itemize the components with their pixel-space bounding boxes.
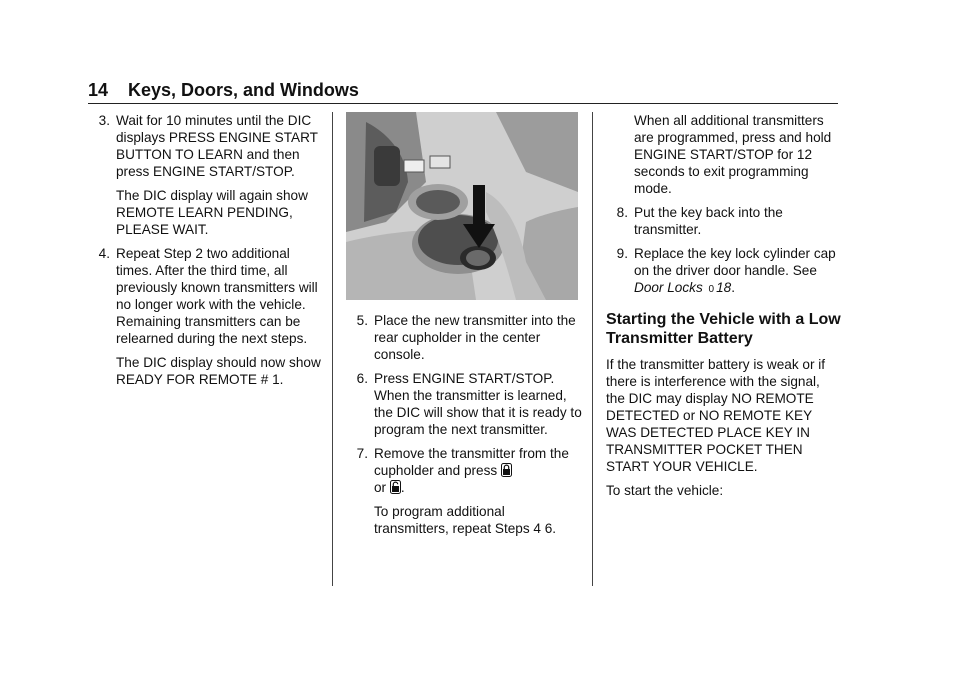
column-divider <box>332 112 333 586</box>
step-note: The DIC display should now show READY FOR REMOTE # 1. <box>116 355 321 387</box>
step-4 <box>88 245 328 347</box>
page-title: Keys, Doors, and Windows <box>128 80 359 100</box>
step-5 <box>346 312 582 363</box>
step-text: Repeat Step 2 two additional times. After the third time, all previously known transmitters will no longer work with the vehicle. Remaining transmitters can be relearned during the next steps. <box>116 246 318 346</box>
column-right <box>606 112 842 506</box>
column-middle <box>346 112 582 544</box>
page-number: 14 <box>88 80 109 100</box>
body-paragraph: To start the vehicle: <box>606 483 724 498</box>
step-8 <box>606 204 842 238</box>
xref-page[interactable]: 18 <box>716 280 732 295</box>
step-text: Place the new transmitter into the rear cupholder in the center console. <box>374 313 576 362</box>
step-text: Remove the transmitter from the cupholder and press <box>374 446 569 478</box>
section-title: Starting the Vehicle with a Low Transmitter Battery <box>606 311 841 347</box>
step-number: 3. <box>98 113 110 128</box>
cupholder-figure <box>346 112 578 300</box>
lock-icon <box>501 463 512 477</box>
step-number: 5. <box>356 313 368 328</box>
step-text-or: or <box>374 480 387 495</box>
step-9 <box>606 245 842 298</box>
column-divider <box>592 112 593 586</box>
step-note: To program additional transmitters, repeat Steps 4 6. <box>374 504 557 536</box>
step-3 <box>88 112 328 180</box>
step-text: Press ENGINE START/STOP. When the transmitter is learned, the DIC will show that it is ready to program the next transmitter. <box>374 371 582 437</box>
step-6 <box>346 370 582 438</box>
step-7 <box>346 445 582 496</box>
step-number: 4. <box>98 246 110 261</box>
page-header <box>88 80 838 104</box>
column-left <box>88 112 328 395</box>
step-note: The DIC display will again show REMOTE LEARN PENDING, PLEASE WAIT. <box>116 188 308 237</box>
step-number: 8. <box>616 205 628 220</box>
xref-link-door-locks[interactable]: Door Locks <box>634 280 703 295</box>
page-ref-icon: 0 <box>708 284 715 295</box>
step-number: 7. <box>356 446 368 461</box>
step-text-end: . <box>400 480 405 495</box>
step-text: Replace the key lock cylinder cap on the driver door handle. See <box>634 246 836 278</box>
step-continuation: When all additional transmitters are programmed, press and hold ENGINE START/STOP for 12 seconds to exit programming mode. <box>634 113 832 196</box>
body-paragraph: If the transmitter battery is weak or if there is interference with the signal, the DIC may display NO REMOTE DETECTED or NO REMOTE KEY WAS DETECTED PLACE KEY IN TRANSMITTER POCKET THEN START YOUR VEHICLE. <box>606 357 826 474</box>
step-text: Put the key back into the transmitter. <box>634 205 783 237</box>
step-number: 6. <box>356 371 368 386</box>
step-text-end: . <box>731 280 736 295</box>
step-text: Wait for 10 minutes until the DIC displays PRESS ENGINE START BUTTON TO LEARN and then press ENGINE START/STOP. <box>116 113 318 179</box>
unlock-icon <box>390 480 401 494</box>
step-number: 9. <box>616 246 628 261</box>
